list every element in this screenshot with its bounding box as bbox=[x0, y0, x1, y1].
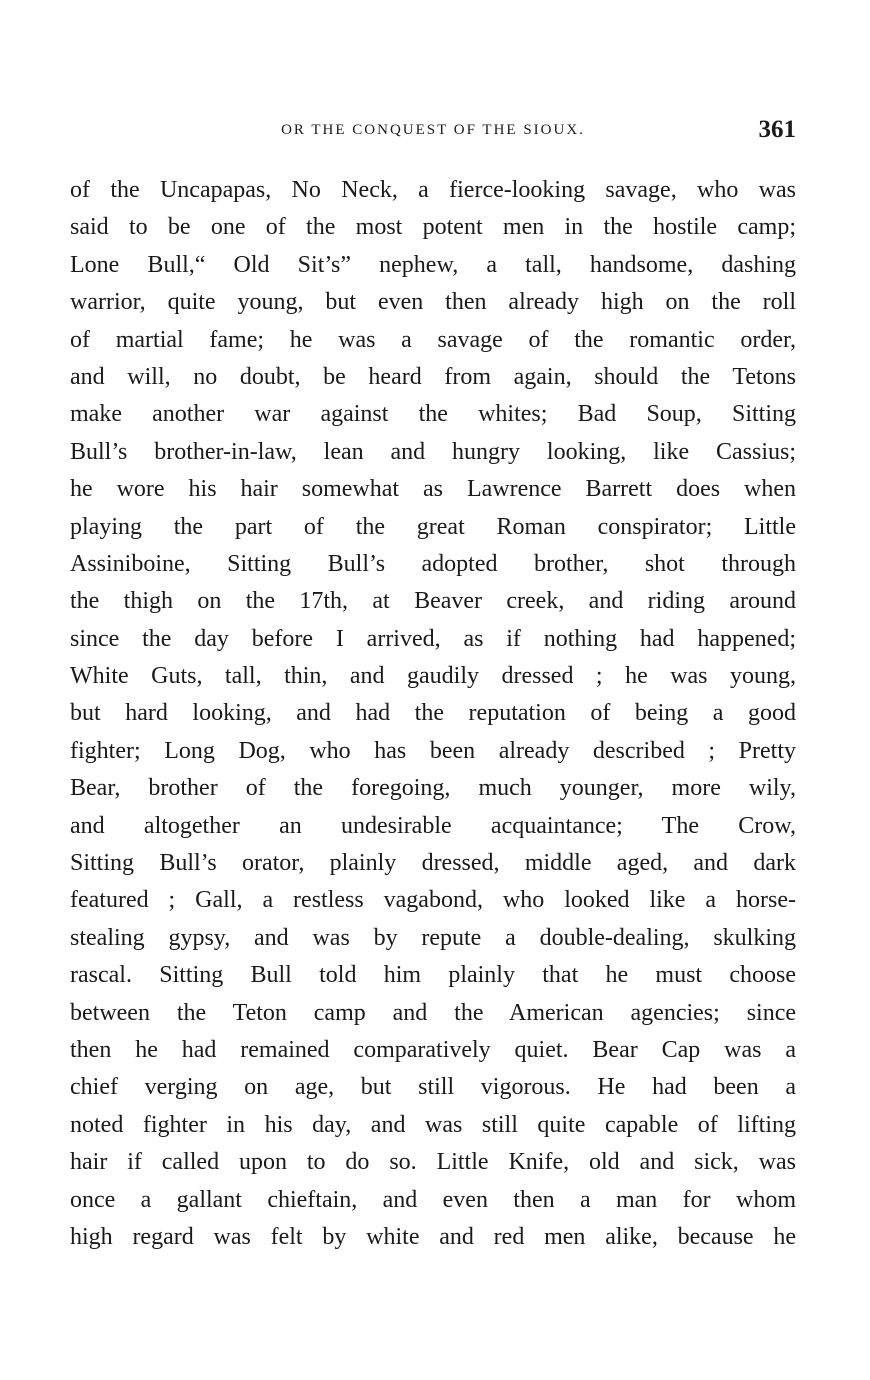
text-line: Sitting Bull’s orator, plainly dressed, middle aged, and dark bbox=[70, 850, 796, 877]
text-line: make another war against the whites; Bad Soup, Sitting bbox=[70, 401, 796, 428]
body-text bbox=[70, 172, 796, 1256]
text-line: high regard was felt by white and red men alike, because he bbox=[70, 1223, 796, 1250]
text-line: noted fighter in his day, and was still quite capable of lifting bbox=[70, 1111, 796, 1138]
text-line: then he had remained comparatively quiet. Bear Cap was a bbox=[70, 1036, 796, 1063]
text-line: between the Teton camp and the American agencies; since bbox=[70, 999, 796, 1026]
text-line: the thigh on the 17th, at Beaver creek, and riding around bbox=[70, 588, 796, 615]
text-line: playing the part of the great Roman conspirator; Little bbox=[70, 513, 796, 540]
text-line: Lone Bull,“ Old Sit’s” nephew, a tall, handsome, dashing bbox=[70, 251, 796, 278]
text-line: he wore his hair somewhat as Lawrence Barrett does when bbox=[70, 476, 796, 503]
text-line: Bull’s brother-in-law, lean and hungry looking, like Cassius; bbox=[70, 438, 796, 465]
text-line: said to be one of the most potent men in the hostile camp; bbox=[70, 214, 796, 241]
text-line: featured ; Gall, a restless vagabond, who looked like a horse- bbox=[70, 887, 796, 914]
running-title: OR THE CONQUEST OF THE SIOUX. bbox=[281, 122, 585, 138]
text-line: of martial fame; he was a savage of the romantic order, bbox=[70, 326, 796, 353]
text-line: rascal. Sitting Bull told him plainly that he must choose bbox=[70, 962, 796, 989]
text-line: Bear, brother of the foregoing, much younger, more wily, bbox=[70, 775, 796, 802]
running-head bbox=[70, 118, 796, 152]
text-line: White Guts, tall, thin, and gaudily dressed ; he was young, bbox=[70, 663, 796, 690]
text-line: fighter; Long Dog, who has been already described ; Pretty bbox=[70, 737, 796, 764]
text-line: but hard looking, and had the reputation of being a good bbox=[70, 700, 796, 727]
text-line: chief verging on age, but still vigorous. He had been a bbox=[70, 1074, 796, 1101]
text-line: Assiniboine, Sitting Bull’s adopted brother, shot through bbox=[70, 550, 796, 577]
text-line: stealing gypsy, and was by repute a double-dealing, skulking bbox=[70, 924, 796, 951]
text-line: hair if called upon to do so. Little Knife, old and sick, was bbox=[70, 1149, 796, 1176]
text-line: warrior, quite young, but even then already high on the roll bbox=[70, 289, 796, 316]
text-line: since the day before I arrived, as if nothing had happened; bbox=[70, 625, 796, 652]
text-line: and altogether an undesirable acquaintance; The Crow, bbox=[70, 812, 796, 839]
text-line: of the Uncapapas, No Neck, a fierce-looking savage, who was bbox=[70, 177, 796, 203]
text-line: and will, no doubt, be heard from again, should the Tetons bbox=[70, 363, 796, 390]
text-line: once a gallant chieftain, and even then a man for whom bbox=[70, 1186, 796, 1213]
page-number: 361 bbox=[758, 116, 796, 143]
